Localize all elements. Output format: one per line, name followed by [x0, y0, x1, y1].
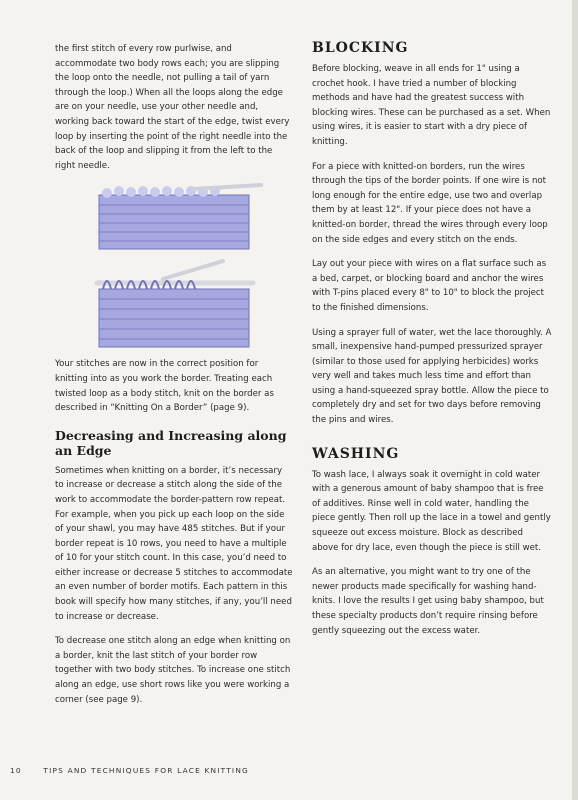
illustration-needle-insertion: [55, 259, 293, 349]
paragraph: As an alternative, you might want to try one of the newer products made specifically for washing hand-knits. I love the results I get using baby shampoo, but these specialty products don’t require rinsing before gently squeezing out the excess water.: [312, 567, 544, 636]
paragraph: Sometimes when knitting on a border, it’s necessary to increase or decrease a stitch along the side of the work to accommodate the border-pattern row repeat. For example, when you pick up each loop on the side of your shawl, you may have 485 stitches. But if your border repeat is 10 rows, you need to have a multiple of 10 for your stitch count. In this case, you’d need to either increase or decrease 5 stitches to accommodate an even number of border motifs. Each pattern in this book will specify how many stitches, if any, you’ll need to increase or decrease.: [55, 465, 293, 622]
page-edge: [572, 0, 578, 800]
paragraph: For a piece with knitted-on borders, run the wires through the tips of the border points. If one wire is not long enough for the entire edge, use two and overlap them by at least 12". If your piece does not have a knitted-on border, thread the wires through every loop on the side edges and every stitch on the ends.: [312, 161, 548, 245]
paragraph: Using a sprayer full of water, wet the lace thoroughly. A small, inexpensive hand-pumped pressurized sprayer (similar to those used for applying herbicides) works very well and takes much less time and effort than using a hand-squeezed spray bottle. Allow the piece to completely dry and set for two days before removing the pins and wires.: [312, 327, 552, 426]
left-column: [55, 42, 293, 717]
knitting-diagram-1: [93, 183, 263, 253]
running-title: TIPS AND TECHNIQUES FOR LACE KNITTING: [43, 766, 249, 775]
paragraph: Your stitches are now in the correct position for knitting into as you work the border. Treating each twisted loop as a body stitch, knit on the border as described in “Knitting On a Border” (page 9).: [55, 359, 274, 414]
page-number: 10: [10, 766, 22, 775]
page-footer: [10, 766, 249, 775]
illustration-twisted-loops: [55, 183, 293, 253]
paragraph: To wash lace, I always soak it overnight in cold water with a generous amount of baby shampoo that is free of additives. Rinse well in cold water, handling the piece gently. Then roll up the lace in a towel and gently squeeze out excess moisture. Block as described above for dry lace, even though the piece is still wet.: [312, 469, 551, 553]
paragraph: the first stitch of every row purlwise, and accommodate two body rows each; you are slipping the loop onto the needle, not pulling a tail of yarn through the loop.) When all the loops along the edge are on your needle, use your other needle and, working back toward the start of the edge, twist every loop by inserting the point of the right needle into the back of the loop and slipping it from the left to the right needle.: [55, 44, 290, 171]
section-heading-washing: WASHING: [312, 445, 400, 462]
knitting-diagram-2: [93, 259, 263, 349]
paragraph: Before blocking, weave in all ends for 1" using a crochet hook. I have tried a number of blocking methods and have had the greatest success with blocking wires. These can be purchased as a set. When using wires, it is easier to start with a dry piece of knitting.: [312, 64, 551, 147]
section-heading-decreasing: Decreasing and Increasing along an Edge: [55, 427, 287, 458]
paragraph: To decrease one stitch along an edge when knitting on a border, knit the last stitch of your border row together with two body stitches. To increase one stitch along an edge, use short rows like you were working a corner (see page 9).: [55, 636, 291, 705]
right-column: [312, 40, 552, 648]
section-heading-blocking: BLOCKING: [312, 40, 409, 56]
paragraph: Lay out your piece with wires on a flat surface such as a bed, carpet, or blocking board and anchor the wires with T-pins placed every 8" to 10" to block the project to the finished dimensions.: [312, 259, 547, 313]
